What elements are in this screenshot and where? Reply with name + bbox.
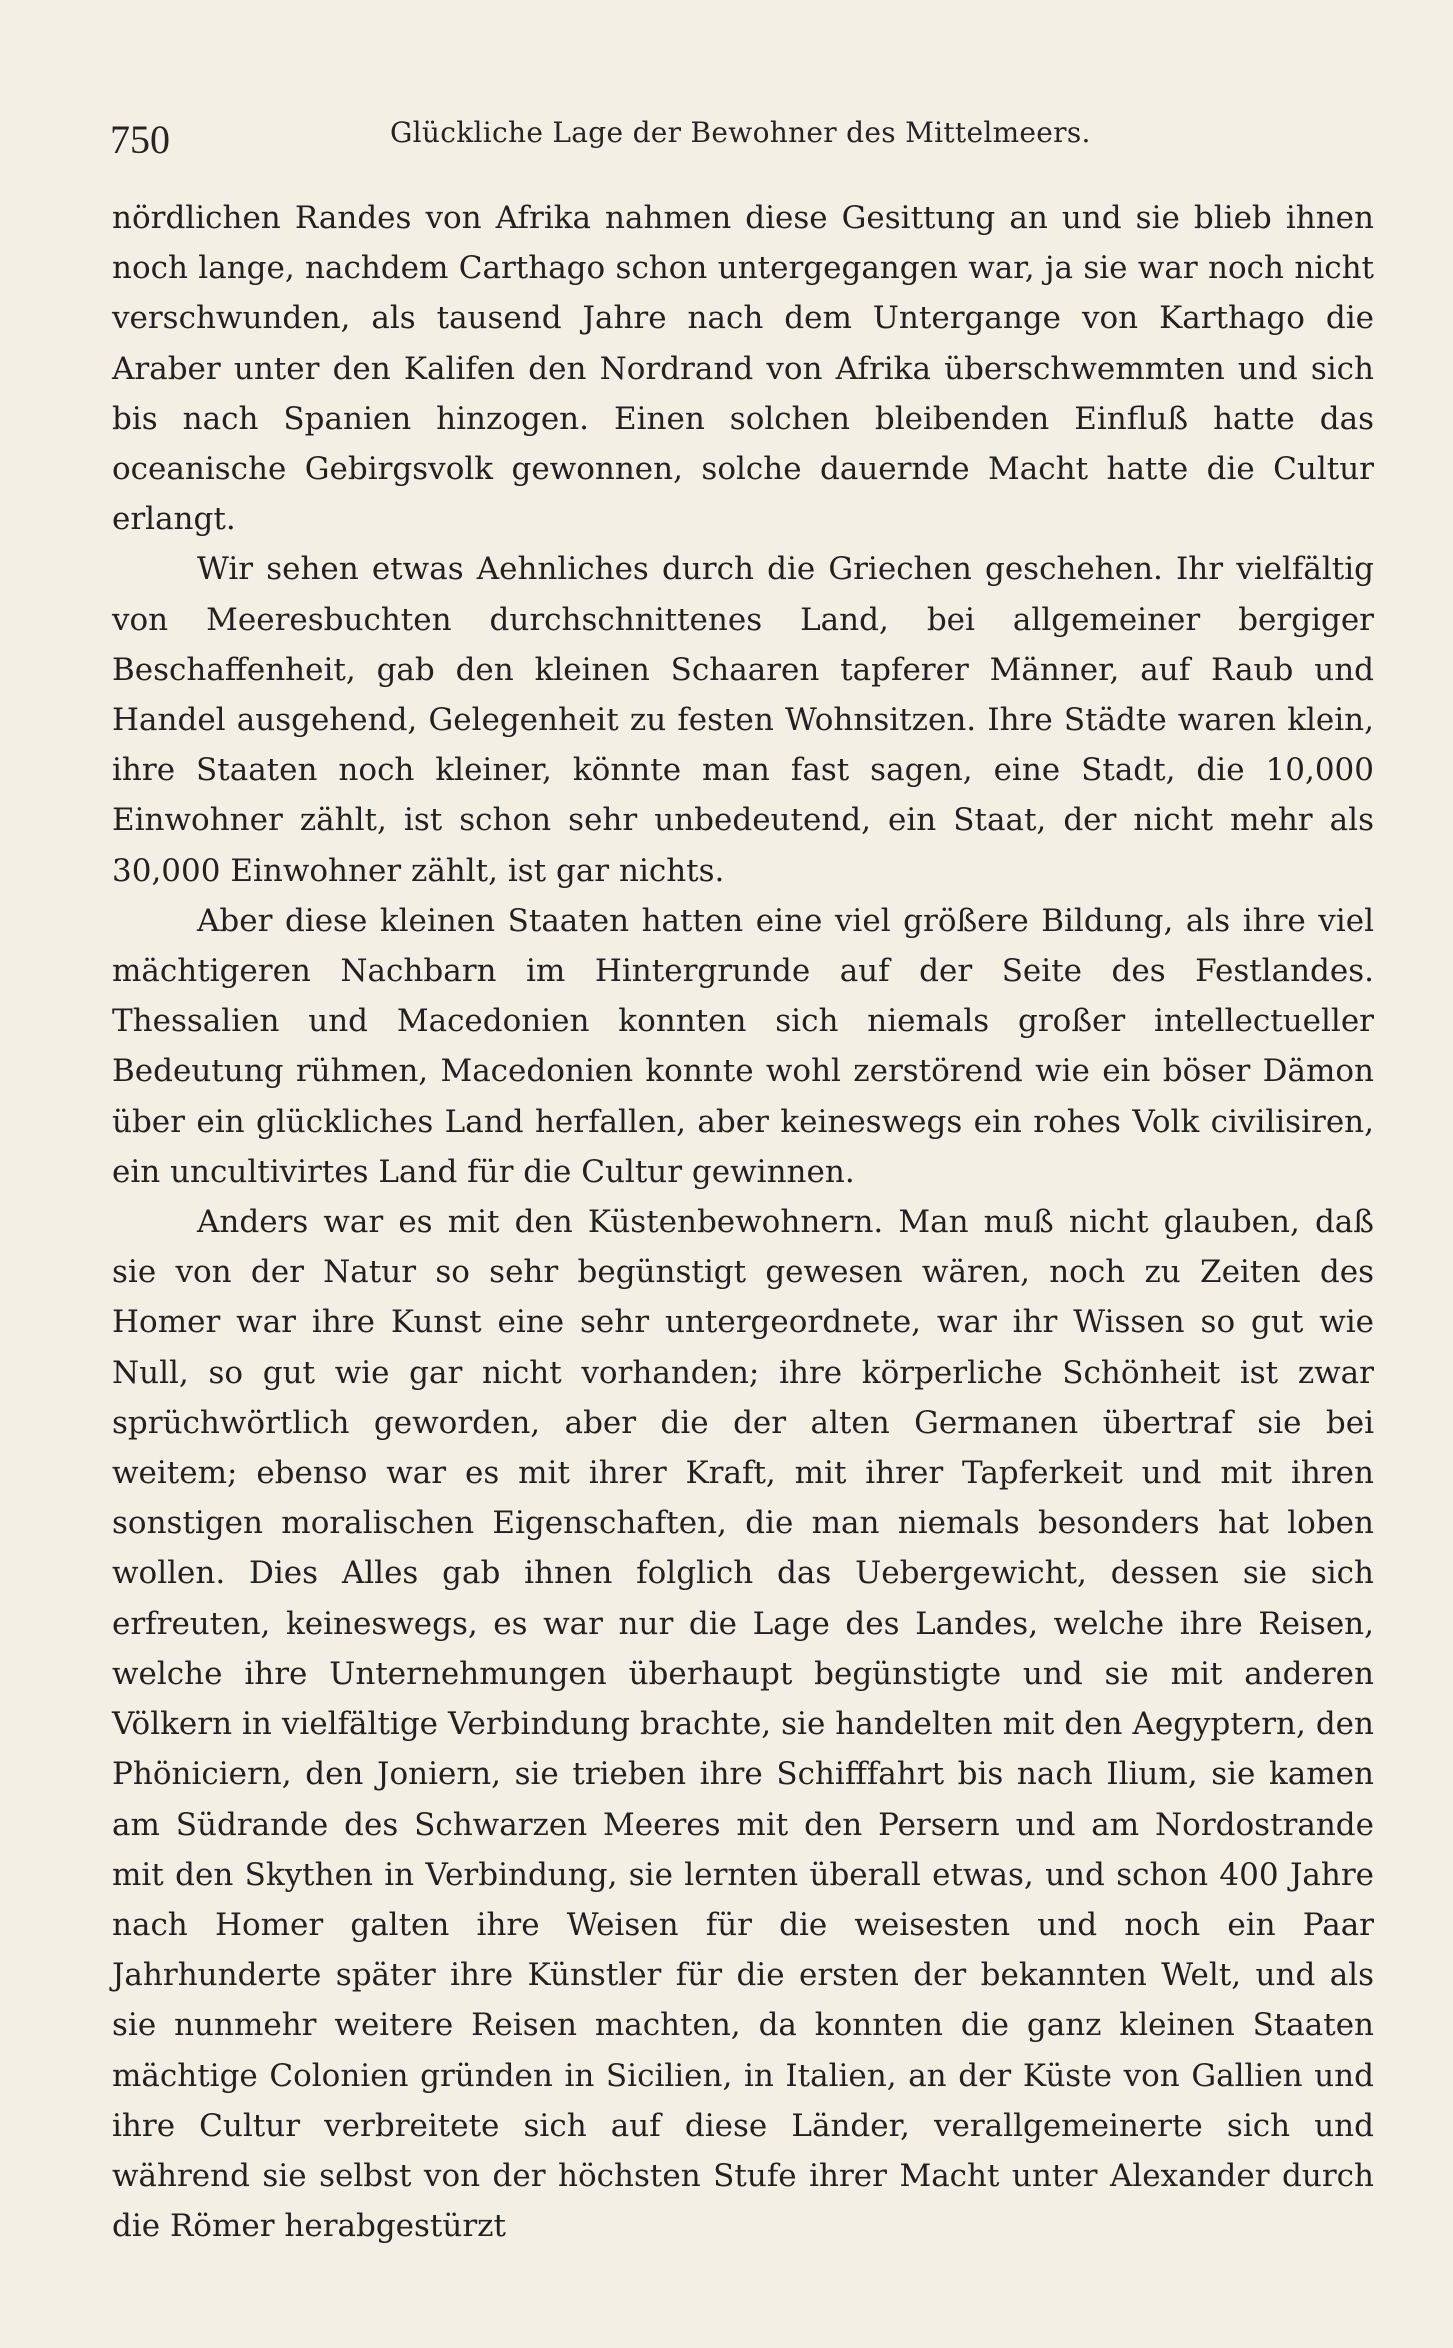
page-number: 750 (110, 117, 170, 162)
paragraph: Aber diese kleinen Staaten hatten eine viel größere Bildung, als ihre viel mächtigeren Nachbarn im Hintergrunde auf der Seite des Festlandes. Thessalien und Macedonien konnten sich niemals großer intellectueller Bedeutung rühmen, Macedonien konnte wohl zerstörend wie ein böser Dämon über ein glückliches Land herfallen, aber keineswegs ein rohes Volk civilisiren, ein uncultivirtes Land für die Cultur gewinnen. (112, 902, 1374, 1190)
paragraph: Anders war es mit den Küstenbewohnern. Man muß nicht glauben, daß sie von der Natur so sehr begünstigt gewesen wären, noch zu Zeiten des Homer war ihre Kunst eine sehr untergeordnete, war ihr Wissen so gut wie Null, so gut wie gar nicht vorhanden; ihre körperliche Schönheit ist zwar sprüchwörtlich geworden, aber die der alten Germanen übertraf sie bei weitem; ebenso war es mit ihrer Kraft, mit ihrer Tapferkeit und mit ihren sonstigen moralischen Eigenschaften, die man niemals besonders hat loben wollen. Dies Alles gab ihnen folglich das Uebergewicht, dessen sie sich erfreuten, keineswegs, es war nur die Lage des Landes, welche ihre Reisen, welche ihre Unternehmungen überhaupt begünstigte und sie mit anderen Völkern in vielfältige Verbindung brachte, sie handelten mit den Aegyptern, den Phöniciern, den Joniern, sie trieben ihre Schifffahrt bis nach Ilium, sie kamen am Südrande des Schwarzen Meeres mit den Persern und am Nordostrande mit den Skythen in Verbindung, sie lernten überall etwas, und schon 400 Jahre nach Homer galten ihre Weisen für die weisesten und noch ein Paar Jahrhunderte später ihre Künstler für die ersten der bekannten Welt, und als sie nunmehr weitere Reisen machten, da konnten die ganz kleinen Staaten mächtige Colonien gründen in Sicilien, in Italien, an der Küste von Gallien und ihre Cultur verbreitete sich auf diese Länder, verallgemeinerte sich und während sie selbst von der höchsten Stufe ihrer Macht unter Alexander durch die Römer herabgestürzt (112, 1204, 1374, 2245)
running-title: Glückliche Lage der Bewohner des Mittelmeers. (390, 116, 1091, 149)
page-header (110, 108, 1380, 168)
body-text (112, 193, 1374, 2251)
paragraph: Wir sehen etwas Aehnliches durch die Griechen geschehen. Ihr vielfältig von Meeresbuchten durchschnittenes Land, bei allgemeiner bergiger Beschaffenheit, gab den kleinen Schaaren tapferer Männer, auf Raub und Handel ausgehend, Gelegenheit zu festen Wohnsitzen. Ihre Städte waren klein, ihre Staaten noch kleiner, könnte man fast sagen, eine Stadt, die 10,000 Einwohner zählt, ist schon sehr unbedeutend, ein Staat, der nicht mehr als 30,000 Einwohner zählt, ist gar nichts. (112, 551, 1374, 889)
paragraph-continued: nördlichen Randes von Afrika nahmen diese Gesittung an und sie blieb ihnen noch lange, nachdem Carthago schon untergegangen war, ja sie war noch nicht verschwunden, als tausend Jahre nach dem Untergange von Karthago die Araber unter den Kalifen den Nordrand von Afrika überschwemmten und sich bis nach Spanien hinzogen. Einen solchen bleibenden Einfluß hatte das oceanische Gebirgsvolk gewonnen, solche dauernde Macht hatte die Cultur erlangt. (112, 200, 1374, 538)
